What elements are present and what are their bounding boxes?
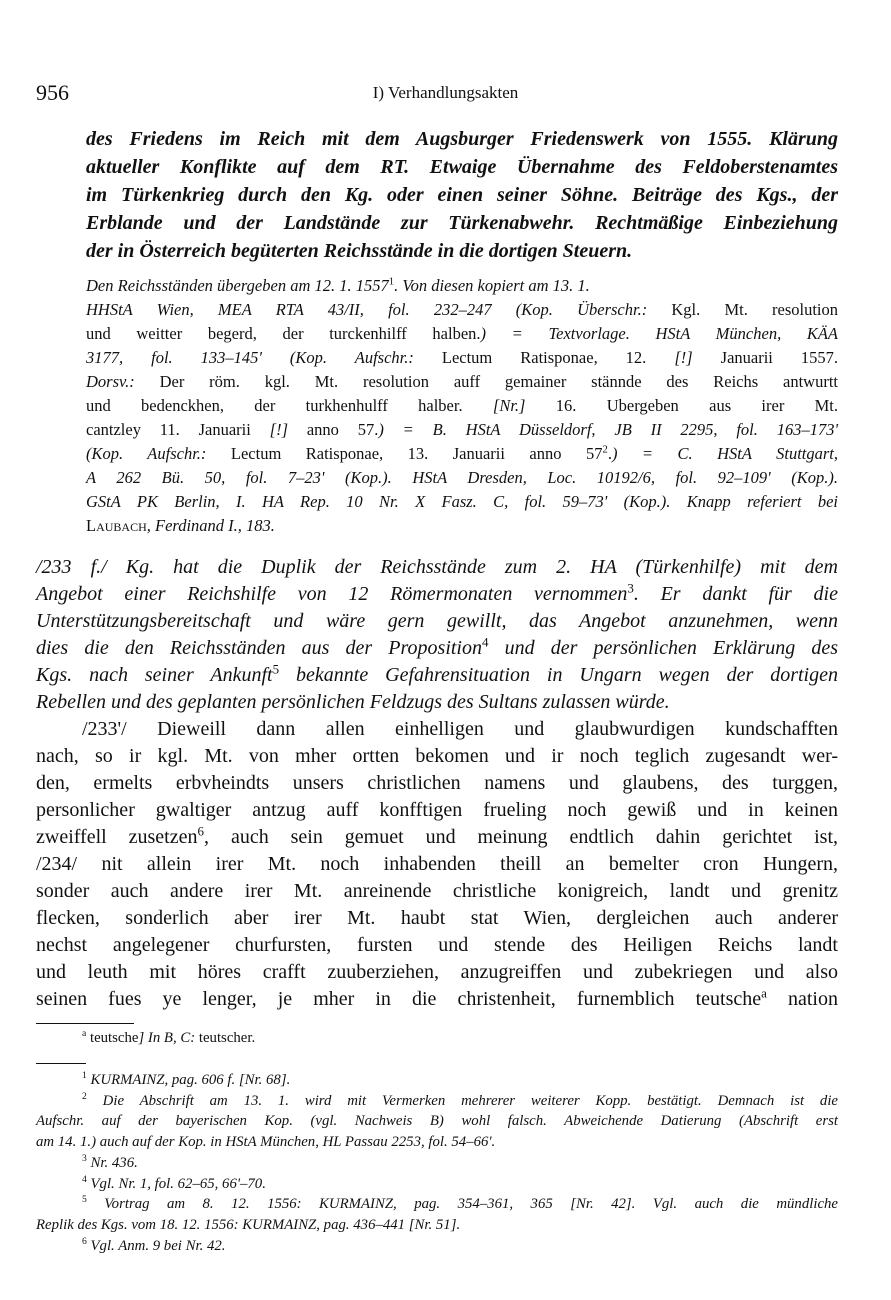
text-segment: des Friedens im Reich mit dem Augsburger Friedenswerk von 1555. Klärung [86, 128, 838, 150]
text-line [86, 420, 838, 440]
text-segment: teutscher. [195, 1030, 256, 1046]
text-line [36, 961, 838, 984]
text-line [86, 212, 838, 235]
text-line [86, 396, 838, 416]
text-line [86, 276, 838, 296]
text-segment: cantzley 11. Januarii [86, 420, 270, 439]
text-line [36, 745, 838, 768]
text-segment: /234/ nit allein irer Mt. noch inhabenden theill an bemelter cron Hungern, [36, 853, 838, 875]
text-line [36, 880, 838, 903]
text-segment: aktueller Konflikte auf dem RT. Etwaige Übernahme des Feldoberstenamtes [86, 156, 838, 178]
text-segment: Unterstützungsbereitschaft und wäre gern gewillt, das Angebot anzunehmen, wenn [36, 610, 838, 632]
text-segment: und bedenckhen, der turkhenhulff halber. [86, 396, 493, 415]
text-segment: seinen fues ye lenger, je mher in die christenheit, furnemblich teutsche [36, 988, 762, 1010]
text-segment: KURMAINZ, pag. 606 f. [Nr. 68]. [86, 1072, 291, 1088]
text-segment: nechst angelegener churfursten, fursten und stende des Heiligen Reichs landt [36, 934, 838, 956]
text-segment: Der röm. kgl. Mt. resolution auff gemainer stännde des Reichs antwurtt [134, 372, 838, 391]
text-line [36, 823, 838, 849]
text-line [36, 580, 838, 606]
text-line [36, 556, 838, 579]
text-segment: [!] [674, 348, 693, 367]
text-line [86, 348, 838, 368]
text-segment: und der persönlichen Erklärung des [488, 637, 838, 659]
text-segment: Die Abschrift am 13. 1. wird mit Vermerken mehrerer weiterer Kopp. bestätigt. Demnach ist die [86, 1092, 838, 1109]
text-segment: A 262 Bü. 50, fol. 7–23' (Kop.). HStA Dresden, Loc. 10192/6, fol. 92–109' (Kop.). [86, 468, 838, 487]
text-line [36, 634, 838, 660]
text-segment: . Er dankt für die [633, 583, 838, 605]
text-segment: [Nr.] [492, 396, 526, 415]
text-line [36, 934, 838, 957]
text-line [36, 799, 838, 822]
text-segment: Angebot einer Reichshilfe von 12 Römermonaten vernommen [36, 583, 628, 605]
text-segment: und leuth mit höres crafft zuuberziehen, anzugreiffen und zubekriegen und also [36, 961, 838, 983]
text-segment: Laubach [86, 516, 147, 535]
text-segment: Erblande und der Landstände zur Türkenabwehr. Rechtmäßige Einbeziehung [86, 212, 838, 234]
text-segment: nach, so ir kgl. Mt. von mher ortten bekomen und ir noch teglich zugesandt wer- [36, 745, 838, 767]
text-segment: Den Reichsständen übergeben am 12. 1. 1557 [86, 276, 389, 295]
note-marker: 4 [482, 634, 489, 650]
text-line [82, 1072, 838, 1089]
text-segment: Dorsv.: [86, 372, 135, 391]
text-segment: /233'/ Dieweill dann allen einhelligen und glaubwurdigen kundschafften [82, 718, 838, 740]
text-line [36, 907, 838, 930]
text-segment: anno 57. [288, 420, 379, 439]
text-segment: Vgl. Anm. 9 bei Nr. 42. [86, 1237, 226, 1254]
text-segment: [!] [269, 420, 289, 439]
text-segment: ] In B, C: [138, 1030, 196, 1046]
text-segment: dies die den Reichsständen aus der Proposition [36, 637, 482, 659]
note-marker: 5 [272, 661, 280, 677]
text-segment: den, ermelts erbvheindts unsers christlichen namens und glaubens, des turggen, [36, 772, 838, 794]
text-segment: teutsche [86, 1030, 139, 1046]
text-line [36, 985, 838, 1011]
text-segment: , Ferdinand I., 183. [146, 516, 275, 535]
text-segment: flecken, sonderlich aber irer Mt. haubt stat Wien, dergleichen auch anderer [36, 907, 838, 929]
text-segment: Kgs. nach seiner Ankunft [36, 664, 273, 686]
text-segment: Lectum Ratisponae, 13. Januarii anno 57 [206, 444, 603, 463]
note-marker: 1 [82, 1070, 87, 1082]
text-line [36, 610, 838, 633]
text-segment: Aufschr. auf der bayerischen Kop. (vgl. Nachweis B) wohl falsch. Abweichende Datierung (Abschrift erst [36, 1113, 838, 1130]
text-line [86, 468, 838, 488]
text-line [82, 1152, 838, 1172]
note-marker: 4 [82, 1173, 87, 1185]
text-line [82, 1030, 838, 1047]
text-segment: der in Österreich begüterten Reichsstände in die dortigen Steuern. [86, 240, 633, 262]
text-segment: im Türkenkrieg durch den Kg. oder einen seiner Söhne. Beiträge des Kgs., der [86, 184, 838, 206]
text-segment: Kgl. Mt. resolution [647, 300, 839, 319]
text-segment: . Von diesen kopiert am 13. 1. [394, 276, 590, 295]
text-line [82, 1173, 838, 1193]
text-line [86, 324, 838, 344]
text-line [86, 156, 838, 179]
footnotes-rule [36, 1063, 86, 1064]
note-marker: 2 [82, 1090, 87, 1102]
text-segment: GStA PK Berlin, I. HA Rep. 10 Nr. X Fasz. C, fol. 59–73' (Kop.). Knapp referiert bei [86, 492, 838, 511]
text-line [36, 661, 838, 687]
text-line [82, 718, 838, 741]
text-segment: Januarii 1557. [692, 348, 838, 367]
text-segment: am 14. 1.) auch auf der Kop. in HStA München, HL Passau 2253, fol. 54–66'. [36, 1134, 496, 1151]
note-marker: 6 [82, 1235, 87, 1247]
text-segment: ) = B. HStA Düsseldorf, JB II 2295, fol. 163–173' [378, 420, 838, 439]
text-line [36, 1217, 838, 1234]
note-marker: 3 [82, 1152, 87, 1164]
note-marker: a [761, 985, 767, 1001]
text-segment: HHStA Wien, MEA RTA 43/II, fol. 232–247 (Kop. Überschr.: [86, 300, 648, 319]
text-segment: (Kop. Aufschr.: [86, 444, 207, 463]
text-segment: bekannte Gefahrensituation in Ungarn wegen der dortigen [279, 664, 838, 686]
text-segment: ) = Textvorlage. HStA München, KÄA [480, 324, 839, 343]
text-line [82, 1235, 838, 1255]
note-marker: 6 [197, 823, 204, 839]
text-line [86, 372, 838, 392]
text-segment: , auch sein gemuet und meinung endtlich dahin gerichtet ist, [204, 826, 838, 848]
text-line [86, 492, 838, 512]
page-number: 956 [36, 80, 69, 105]
note-marker: 1 [388, 275, 395, 288]
text-segment: zweiffell zusetzen [36, 826, 198, 848]
text-segment: 3177, fol. 133–145' (Kop. Aufschr.: [86, 348, 414, 367]
note-marker: 2 [602, 443, 608, 456]
textual-notes-rule [36, 1023, 134, 1024]
text-segment: . [607, 444, 612, 463]
text-line [82, 1196, 838, 1213]
text-segment: Nr. 436. [86, 1154, 138, 1171]
text-line [86, 444, 838, 464]
text-segment: und weitter begerd, der turckenhilff halben. [86, 324, 481, 343]
text-line [36, 772, 838, 795]
text-line [86, 240, 838, 263]
text-segment: ) = C. HStA Stuttgart, [611, 444, 838, 463]
text-segment: 16. Ubergeben aus irer Mt. [525, 396, 839, 415]
running-head: I) Verhandlungsakten [372, 83, 519, 102]
text-line [86, 184, 838, 207]
text-line [36, 1134, 838, 1151]
text-line [82, 1090, 838, 1110]
note-marker: 5 [82, 1194, 87, 1206]
text-segment: /233 f./ Kg. hat die Duplik der Reichsstände zum 2. HA (Türkenhilfe) mit dem [36, 556, 838, 578]
text-segment: Vortrag am 8. 12. 1556: KURMAINZ, pag. 354–361, 365 [Nr. 42]. Vgl. auch die mündliche [86, 1196, 838, 1213]
text-segment: Rebellen und des geplanten persönlichen Feldzugs des Sultans zulassen würde. [36, 691, 670, 713]
text-segment: nation [766, 988, 838, 1010]
text-line [86, 128, 838, 151]
text-segment: Lectum Ratisponae, 12. [413, 348, 675, 367]
text-line [36, 691, 838, 714]
text-segment: personlicher gwaltiger antzug auff konfftigen frueling noch gewiß und in keinen [36, 799, 838, 821]
text-line [86, 300, 838, 320]
text-segment: Replik des Kgs. vom 18. 12. 1556: KURMAINZ, pag. 436–441 [Nr. 51]. [36, 1216, 461, 1233]
text-line [86, 516, 838, 536]
text-line [36, 1113, 838, 1130]
note-marker: a [82, 1028, 87, 1040]
text-segment: sonder auch andere irer Mt. anreinende christliche konigreich, landt und grenitz [36, 880, 838, 902]
text-line [36, 853, 838, 876]
text-segment: Vgl. Nr. 1, fol. 62–65, 66'–70. [86, 1175, 266, 1192]
note-marker: 3 [627, 580, 634, 596]
